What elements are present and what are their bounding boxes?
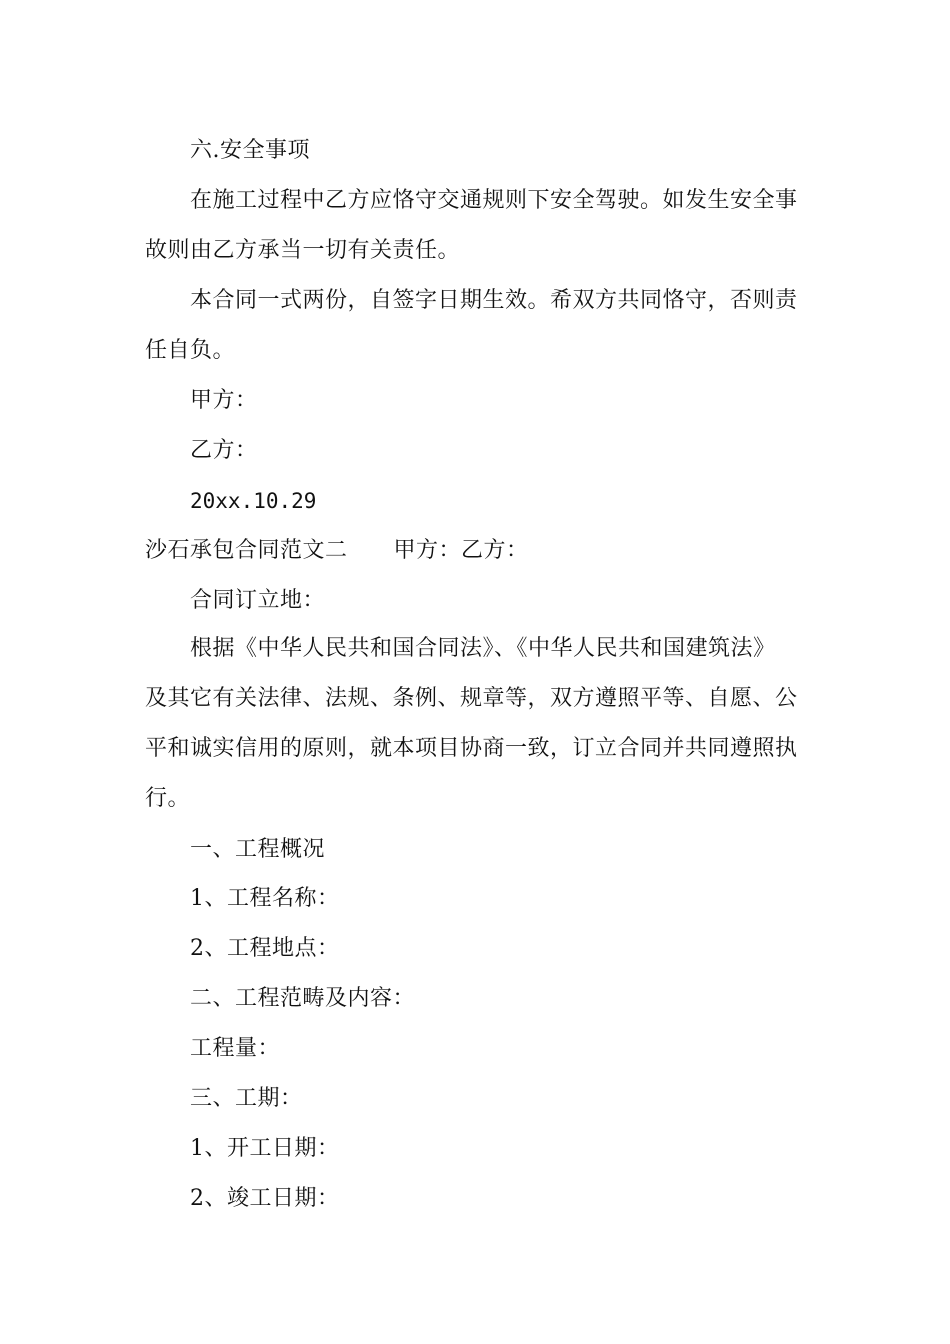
section-3-item-1: 1、开工日期： (190, 1136, 340, 1161)
section-3-item-2: 2、竣工日期： (190, 1186, 340, 1211)
contract-2-title-row (145, 536, 810, 566)
preamble-line-3: 平和诚实信用的原则，就本项目协商一致，订立合同并共同遵照执 (145, 736, 798, 761)
contract-2-title: 沙石承包合同范文二 (145, 538, 348, 563)
preamble-line-2: 及其它有关法律、法规、条例、规章等，双方遵照平等、自愿、公 (145, 686, 798, 711)
signing-date: 20xx.10.29 (190, 489, 317, 513)
section-6-paragraph-1-line-1: 在施工过程中乙方应恪守交通规则下安全驾驶。如发生安全事 (190, 188, 798, 213)
section-1-heading: 一、工程概况 (190, 837, 326, 862)
contract-2-parties: 甲方：乙方： (393, 538, 529, 563)
party-b-label: 乙方： (190, 438, 258, 463)
section-6-paragraph-2-line-2: 任自负。 (145, 338, 236, 363)
section-2-item-1: 工程量： (190, 1036, 281, 1061)
section-1-item-2: 2、工程地点： (190, 936, 340, 961)
section-2-heading: 二、工程范畴及内容： (190, 986, 416, 1011)
section-6-paragraph-2-line-1: 本合同一式两份，自签字日期生效。希双方共同恪守，否则责 (190, 288, 798, 313)
section-6-paragraph-1-line-2: 故则由乙方承当一切有关责任。 (145, 238, 461, 263)
party-a-label: 甲方： (190, 388, 258, 413)
preamble-line-4: 行。 (145, 786, 191, 811)
preamble-line-1: 根据《中华人民共和国合同法》、《中华人民共和国建筑法》 (190, 636, 776, 661)
place-of-signing: 合同订立地： (190, 588, 326, 613)
section-3-heading: 三、工期： (190, 1086, 303, 1111)
section-6-heading: 六.安全事项 (190, 138, 310, 163)
section-1-item-1: 1、工程名称： (190, 886, 340, 911)
